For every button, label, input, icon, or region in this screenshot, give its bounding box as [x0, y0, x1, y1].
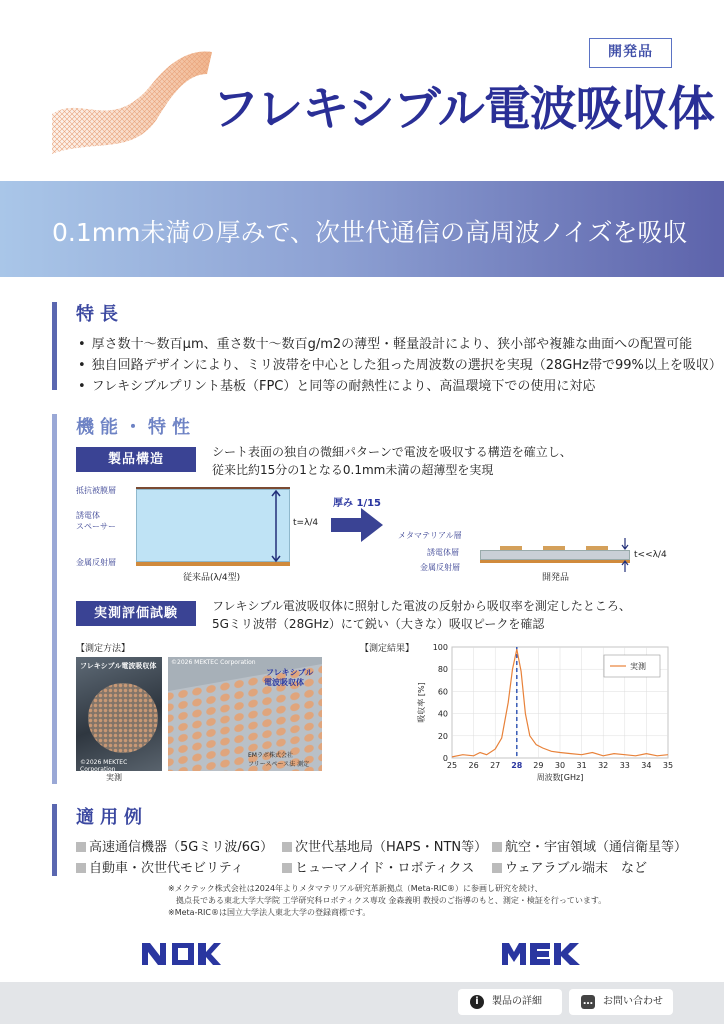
note-1: ※メクテック株式会社は2024年よりメタマテリアル研究革新拠点（Meta-RIC®）に参画し研究を続け、 [168, 884, 543, 893]
test-desc-2: 5Gミリ波帯（28GHz）にて鋭い（大きな）吸収ピークを確認 [212, 617, 545, 631]
mek-logo [500, 940, 584, 968]
function-section-bar [52, 414, 57, 784]
result-label: 【測定結果】 [360, 644, 415, 654]
photo1-label: フレキシブル電波吸収体 [80, 662, 157, 670]
y-tick-label: 0 [442, 754, 448, 763]
y-tick-label: 40 [437, 709, 448, 719]
new-metal [480, 560, 630, 563]
photo2-label-2: 電波吸収体 [264, 678, 304, 687]
feature-item: • フレキシブルプリント基板（FPC）と同等の耐熱性により、高温環境下での使用に対応 [78, 375, 595, 394]
note-3: ※Meta-RIC®は国立大学法人東北大学の登録商標です。 [168, 908, 371, 917]
development-badge: 開発品 [589, 38, 672, 68]
application-item: 自動車・次世代モビリティ [76, 857, 244, 876]
label-metal-layer: 金属反射層 [76, 558, 116, 567]
features-title: 特長 [76, 304, 124, 325]
label-metal-new: 金属反射層 [420, 563, 460, 572]
absorption-chart [400, 640, 685, 785]
meta-pattern [586, 546, 608, 550]
thickness-new: t<<λ/4 [634, 550, 667, 560]
photo2-note-1: EMラボ株式会社 [248, 752, 293, 759]
function-title: 機能・特性 [76, 417, 196, 438]
product-detail-button[interactable] [458, 989, 562, 1015]
dielectric-spacer [136, 489, 290, 562]
y-tick-label: 60 [437, 687, 448, 697]
applications-section-bar [52, 804, 57, 876]
photo2-copyright: ©2026 MEKTEC Corporation [171, 659, 256, 666]
photo2-note-2: フリースペース法 測定 [248, 761, 310, 768]
absorber-photo [168, 657, 322, 771]
thickness-arrow [270, 489, 282, 563]
feature-item: • 独自回路デザインにより、ミリ波帯を中心とした狙った周波数の選択を実現（28GHz帯で99%以上を吸収） [78, 354, 722, 373]
label-dielectric: 誘電体 [76, 511, 100, 520]
photo1-copyright: ©2026 MEKTEC Corporation [80, 759, 128, 771]
x-tick-label: 31 [576, 761, 587, 770]
banner-text: 0.1mm未満の厚みで、次世代通信の高周波ノイズを吸収 [52, 218, 688, 247]
x-tick-label: 32 [598, 761, 609, 770]
application-item: 高速通信機器（5Gミリ波/6G） [76, 836, 273, 855]
x-tick-label: 34 [641, 761, 652, 770]
label-spacer: スペーサー [76, 522, 116, 531]
flexible-sheet-illustration [52, 44, 212, 156]
x-tick-label: 26 [468, 761, 479, 770]
y-tick-label: 100 [432, 643, 448, 652]
arrow-label: 厚み 1/15 [333, 498, 382, 509]
x-tick-label: 25 [446, 761, 458, 770]
meta-pattern [543, 546, 565, 550]
x-tick-label: 28 [511, 761, 523, 770]
page-title: フレキシブル電波吸収体 [212, 82, 714, 137]
note-2: 拠点長である東北大学大学院 工学研究科ロボティクス専攻 金森義明 教授のご指導のもと、測定・検証を行っています。 [168, 896, 607, 905]
metal-reflect-layer [136, 562, 290, 566]
structure-desc-1: シート表面の独自の微細パターンで電波を吸収する構造を確立し、 [212, 445, 572, 459]
structure-pill: 製品構造 [76, 447, 196, 472]
caption-old: 従来品(λ/4型) [183, 573, 241, 583]
contact-button[interactable] [569, 989, 673, 1015]
test-desc-1: フレキシブル電波吸収体に照射した電波の反射から吸収率を測定したところ、 [212, 599, 631, 613]
info-icon: i [470, 995, 484, 1009]
method-label: 【測定方法】 [76, 644, 131, 654]
label-meta-layer: メタマテリアル層 [398, 531, 462, 540]
application-item: 次世代基地局（HAPS・NTN等） [282, 836, 487, 855]
thickness-old: t=λ/4 [293, 518, 319, 528]
y-axis-label: 吸収率 [%] [417, 682, 426, 723]
application-item: ウェアラブル端末 など [492, 857, 647, 876]
contact-label: お問い合わせ [603, 996, 663, 1007]
x-tick-label: 35 [662, 761, 674, 770]
label-dielectric-new: 誘電体層 [427, 548, 459, 557]
nok-logo [140, 940, 222, 968]
product-detail-label: 製品の詳細 [492, 996, 542, 1007]
application-item: 航空・宇宙領域（通信衛星等） [492, 836, 687, 855]
thin-arrow [620, 538, 630, 572]
features-section-bar [52, 302, 57, 390]
label-resist-layer: 抵抗被膜層 [76, 486, 116, 495]
legend-label: 実測 [630, 662, 646, 671]
new-dielectric [480, 550, 630, 560]
structure-desc-2: 従来比約15分の1となる0.1mm未満の超薄型を実現 [212, 463, 494, 477]
measurement-photo [76, 657, 162, 771]
x-tick-label: 29 [533, 761, 544, 770]
chat-icon: … [583, 996, 593, 1007]
caption-new: 開発品 [542, 573, 570, 583]
y-tick-label: 20 [437, 731, 448, 741]
x-tick-label: 33 [619, 761, 630, 770]
x-tick-label: 27 [490, 761, 501, 770]
x-axis-label: 周波数[GHz] [536, 773, 584, 782]
photo1-caption: 実測 [106, 773, 122, 782]
y-tick-label: 80 [437, 665, 448, 675]
applications-title: 適用例 [76, 807, 148, 828]
right-arrow-icon [331, 508, 383, 542]
x-tick-label: 30 [554, 761, 566, 770]
test-pill: 実測評価試験 [76, 601, 196, 626]
feature-item: • 厚さ数十〜数百μm、重さ数十〜数百g/m2の薄型・軽量設計により、狭小部や複雑な曲面への配置可能 [78, 333, 692, 352]
meta-pattern [500, 546, 522, 550]
application-item: ヒューマノイド・ロボティクス [282, 857, 474, 876]
photo2-label-1: フレキシブル [266, 668, 314, 677]
